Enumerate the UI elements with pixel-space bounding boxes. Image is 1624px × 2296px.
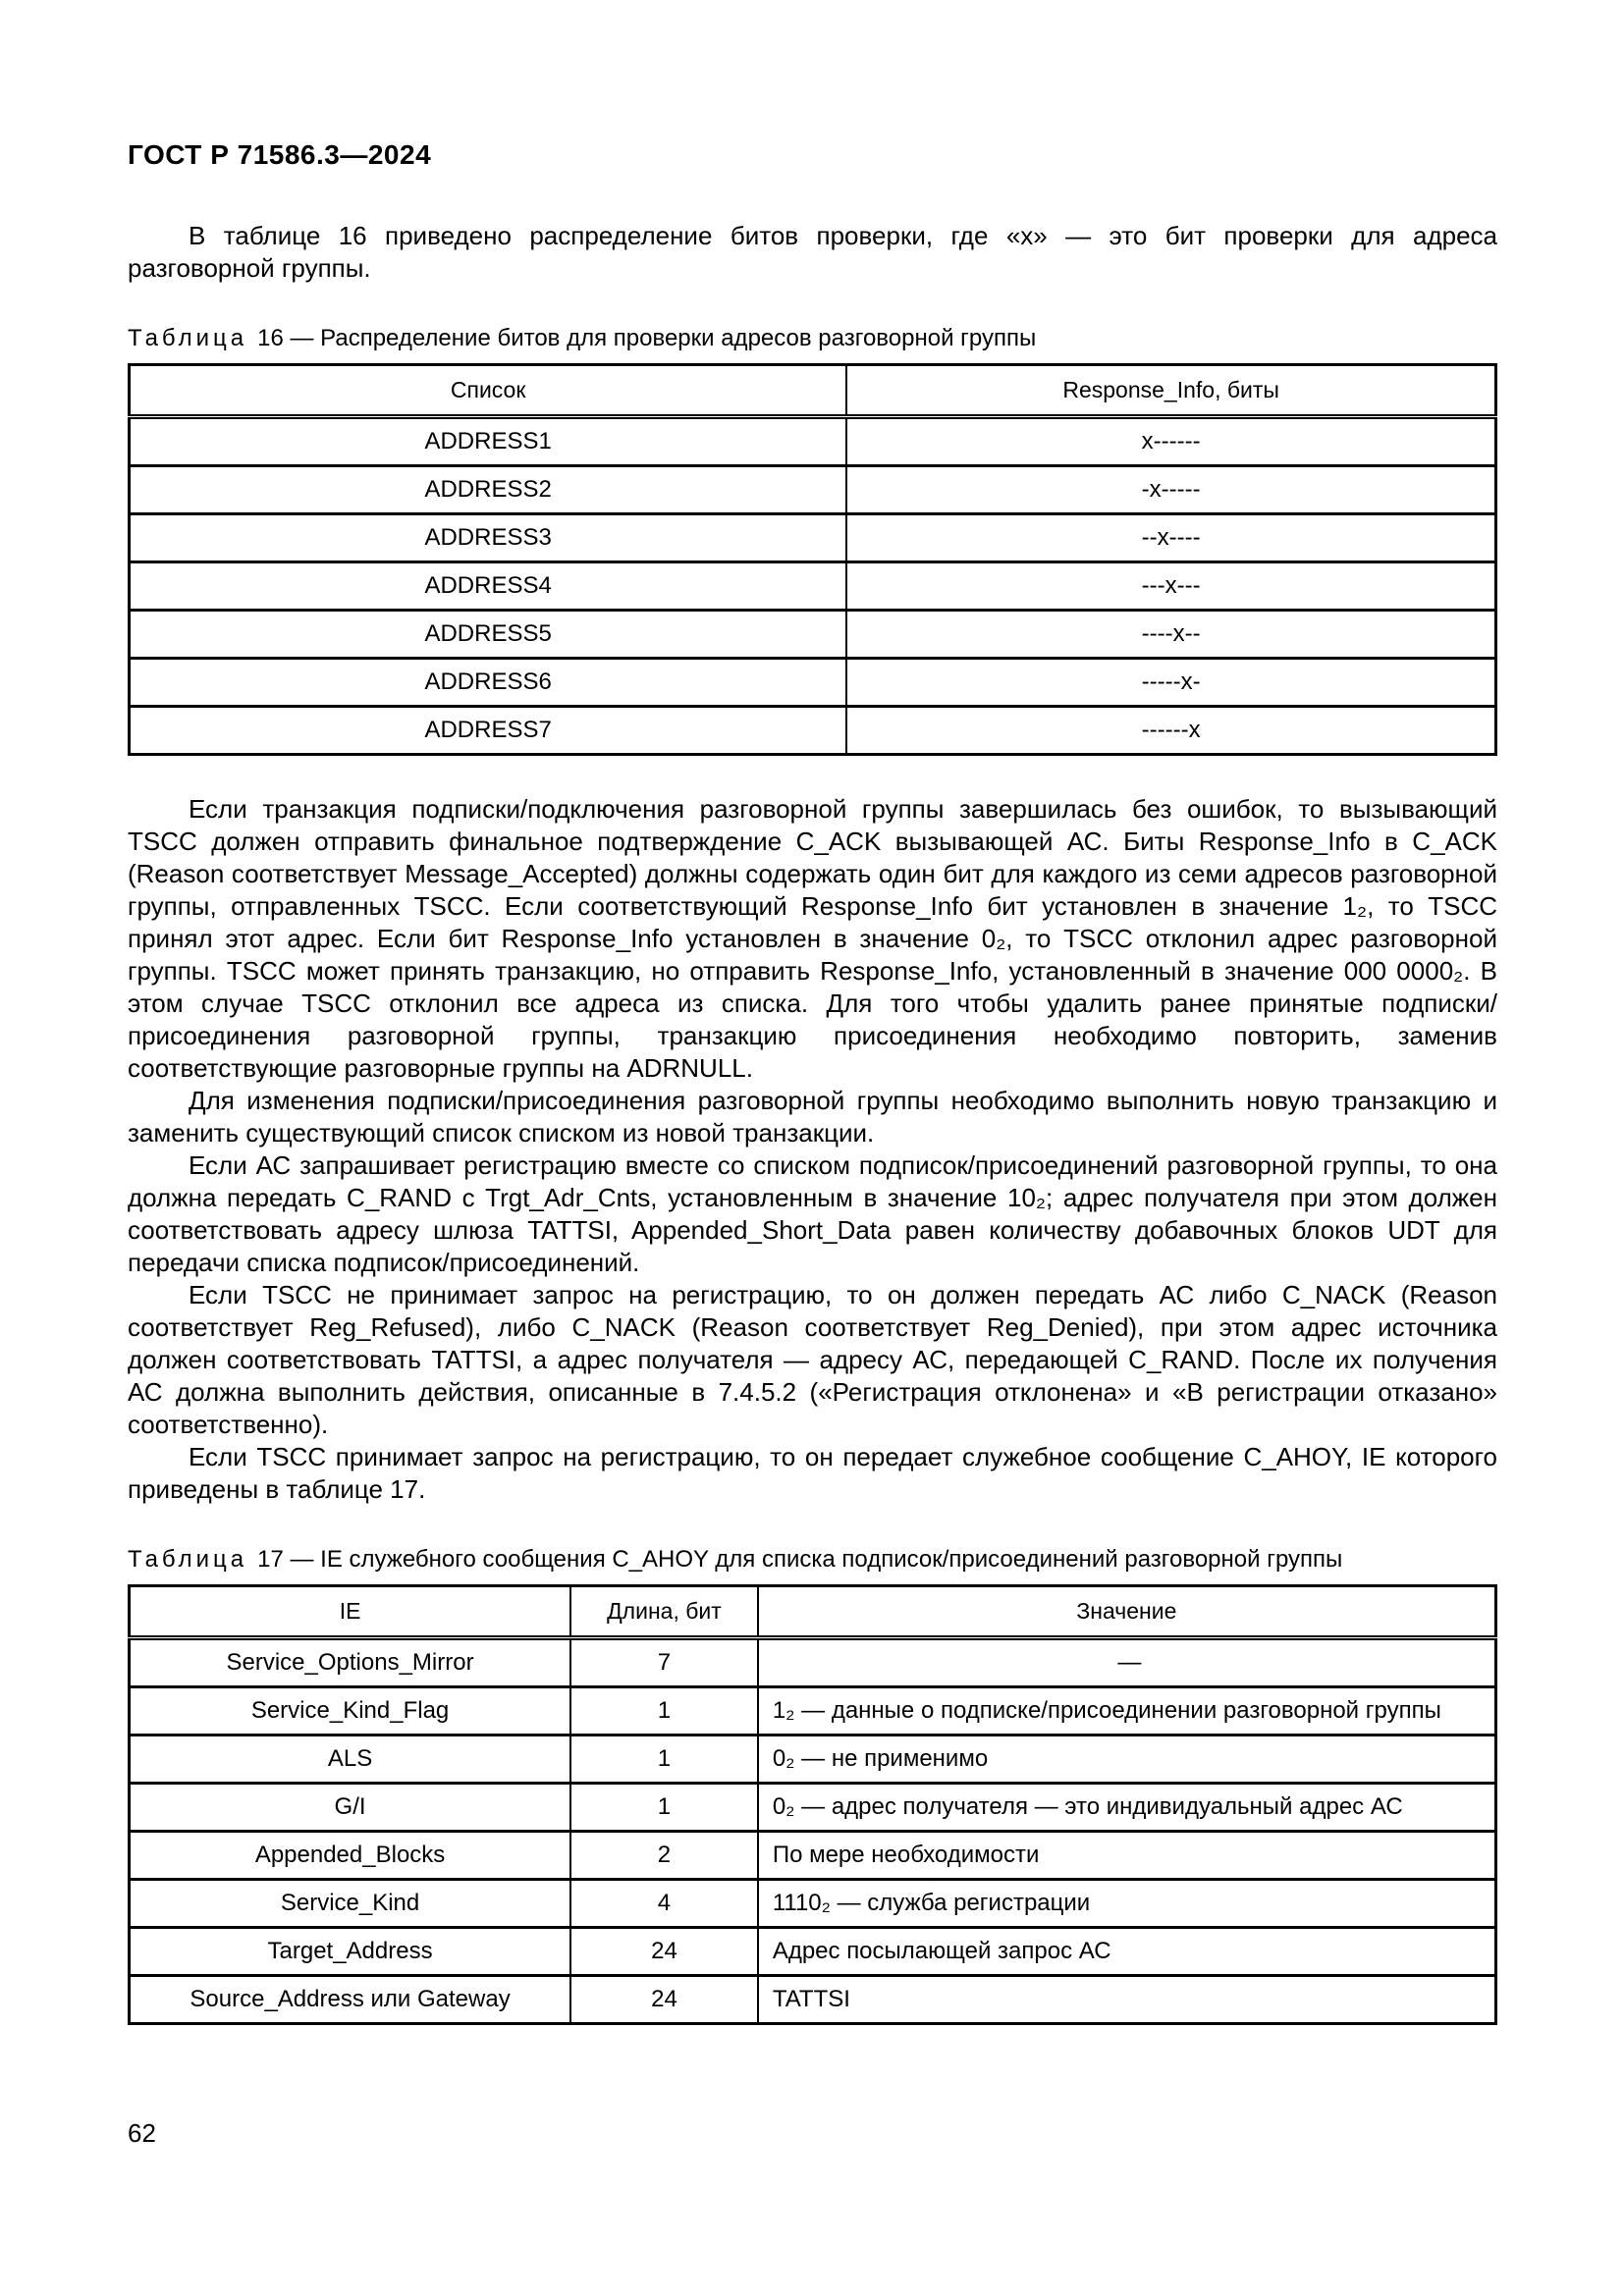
table-cell: ADDRESS1 bbox=[130, 417, 847, 466]
table-row bbox=[130, 1832, 1496, 1880]
table-cell: ADDRESS5 bbox=[130, 611, 847, 659]
table-17-header-value: Значение bbox=[758, 1586, 1496, 1638]
table-16-caption-title: — Распределение битов для проверки адресов разговорной группы bbox=[290, 325, 1037, 351]
table-cell: ADDRESS6 bbox=[130, 659, 847, 707]
table-cell: 2 bbox=[570, 1832, 758, 1880]
table-row bbox=[130, 417, 1496, 466]
table-17-caption-word: Таблица bbox=[128, 1546, 248, 1573]
table-cell: 24 bbox=[570, 1928, 758, 1976]
table-17 bbox=[128, 1584, 1497, 2025]
table-cell: ------x bbox=[846, 707, 1495, 755]
table-cell: 1₂ — данные о подписке/присоединении разговорной группы bbox=[758, 1687, 1496, 1735]
table-cell: ADDRESS4 bbox=[130, 562, 847, 611]
table-cell: -----x- bbox=[846, 659, 1495, 707]
table-cell: ADDRESS3 bbox=[130, 514, 847, 562]
table-row bbox=[130, 611, 1496, 659]
table-16-header-list: Список bbox=[130, 365, 847, 417]
table-16-caption-word: Таблица bbox=[128, 325, 248, 351]
table-cell: -x----- bbox=[846, 466, 1495, 514]
table-cell: Target_Address bbox=[130, 1928, 571, 1976]
paragraph: Если TSCC не принимает запрос на регистрацию, то он должен передать АС либо C_NACK (Reason соответствует Reg_Refused), либо C_NACK (Reason соответствует Reg_Denied), при этом адрес источника должен соответствовать TATTSI, а адрес получателя — адресу АС, передающей C_RAND. После их получения АС должна выполнить действия, описанные в 7.4.5.2 («Регистрация отклонена» и «В регистрации отказано» соответственно). bbox=[128, 1280, 1497, 1439]
table-cell: x------ bbox=[846, 417, 1495, 466]
table-cell: Service_Options_Mirror bbox=[130, 1638, 571, 1687]
table-cell: 0₂ — адрес получателя — это индивидуальный адрес АС bbox=[758, 1784, 1496, 1832]
table-cell: 1 bbox=[570, 1687, 758, 1735]
table-row bbox=[130, 1880, 1496, 1928]
table-cell: 4 bbox=[570, 1880, 758, 1928]
table-cell: ADDRESS7 bbox=[130, 707, 847, 755]
table-header-row bbox=[130, 365, 1496, 417]
table-cell: Адрес посылающей запрос АС bbox=[758, 1928, 1496, 1976]
table-cell: ADDRESS2 bbox=[130, 466, 847, 514]
table-row bbox=[130, 1687, 1496, 1735]
paragraph: Если АС запрашивает регистрацию вместе со списком подписок/присоединений разговорной группы, то она должна передать C_RAND с Trgt_Adr_Cnts, установленным в значение 10₂; адрес получателя при этом должен соответствовать адресу шлюза TATTSI, Appended_Short_Data равен количеству добавочных блоков UDT для передачи списка подписок/присоединений. bbox=[128, 1150, 1497, 1277]
table-17-header-ie: IE bbox=[130, 1586, 571, 1638]
table-16-caption-number: 16 bbox=[257, 325, 284, 351]
table-cell: G/I bbox=[130, 1784, 571, 1832]
table-cell: Service_Kind_Flag bbox=[130, 1687, 571, 1735]
table-row bbox=[130, 1784, 1496, 1832]
table-cell: ---x--- bbox=[846, 562, 1495, 611]
paragraph-intro: В таблице 16 приведено распределение битов проверки, где «x» — это бит проверки для адреса разговорной группы. bbox=[128, 221, 1497, 283]
paragraph: Если транзакция подписки/подключения разговорной группы завершилась без ошибок, то вызывающий TSCC должен отправить финальное подтверждение C_ACK вызывающей АС. Биты Response_Info в C_ACK (Reason соответствует Message_Accepted) должны содержать один бит для каждого из семи адресов разговорной группы, отправленных TSCC. Если соответствующий Response_Info бит установлен в значение 1₂, то TSCC принял этот адрес. Если бит Response_Info установлен в значение 0₂, то TSCC отклонил адрес разговорной группы. TSCC может принять транзакцию, но отправить Response_Info, установленный в значение 000 0000₂. В этом случае TSCC отклонил все адреса из списка. Для того чтобы удалить ранее принятые подписки/присоединения разговорной группы, транзакцию присоединения необходимо повторить, заменив соответствующие разговорные группы на ADRNULL. bbox=[128, 794, 1497, 1083]
table-16-header-bits: Response_Info, биты bbox=[846, 365, 1495, 417]
table-row bbox=[130, 562, 1496, 611]
table-row bbox=[130, 659, 1496, 707]
table-17-caption bbox=[128, 1545, 1497, 1574]
table-16-caption bbox=[128, 324, 1497, 352]
table-cell: Service_Kind bbox=[130, 1880, 571, 1928]
paragraph: Если TSCC принимает запрос на регистрацию, то он передает служебное сообщение C_AHOY, IE которого приведены в таблице 17. bbox=[128, 1442, 1497, 1504]
page-number: 62 bbox=[128, 2118, 156, 2148]
table-cell: TATTSI bbox=[758, 1976, 1496, 2024]
table-row bbox=[130, 466, 1496, 514]
table-cell: --x---- bbox=[846, 514, 1495, 562]
table-row bbox=[130, 514, 1496, 562]
table-row bbox=[130, 1638, 1496, 1687]
table-row bbox=[130, 1735, 1496, 1784]
table-cell: Source_Address или Gateway bbox=[130, 1976, 571, 2024]
table-row bbox=[130, 1976, 1496, 2024]
table-17-caption-number: 17 bbox=[257, 1546, 284, 1573]
table-cell: 24 bbox=[570, 1976, 758, 2024]
table-cell: По мере необходимости bbox=[758, 1832, 1496, 1880]
table-cell: — bbox=[758, 1638, 1496, 1687]
table-16 bbox=[128, 363, 1497, 756]
paragraph: Для изменения подписки/присоединения разговорной группы необходимо выполнить новую транзакцию и заменить существующий список списком из новой транзакции. bbox=[128, 1086, 1497, 1148]
document-title: ГОСТ Р 71586.3—2024 bbox=[128, 139, 432, 170]
table-cell: 1110₂ — служба регистрации bbox=[758, 1880, 1496, 1928]
table-cell: ALS bbox=[130, 1735, 571, 1784]
table-cell: ----x-- bbox=[846, 611, 1495, 659]
table-cell: Appended_Blocks bbox=[130, 1832, 571, 1880]
table-row bbox=[130, 707, 1496, 755]
table-cell: 0₂ — не применимо bbox=[758, 1735, 1496, 1784]
table-cell: 1 bbox=[570, 1784, 758, 1832]
table-17-header-length: Длина, бит bbox=[570, 1586, 758, 1638]
table-cell: 7 bbox=[570, 1638, 758, 1687]
table-row bbox=[130, 1928, 1496, 1976]
table-17-caption-title: — IE служебного сообщения C_AHOY для списка подписок/присоединений разговорной группы bbox=[290, 1546, 1343, 1573]
table-cell: 1 bbox=[570, 1735, 758, 1784]
table-header-row bbox=[130, 1586, 1496, 1638]
